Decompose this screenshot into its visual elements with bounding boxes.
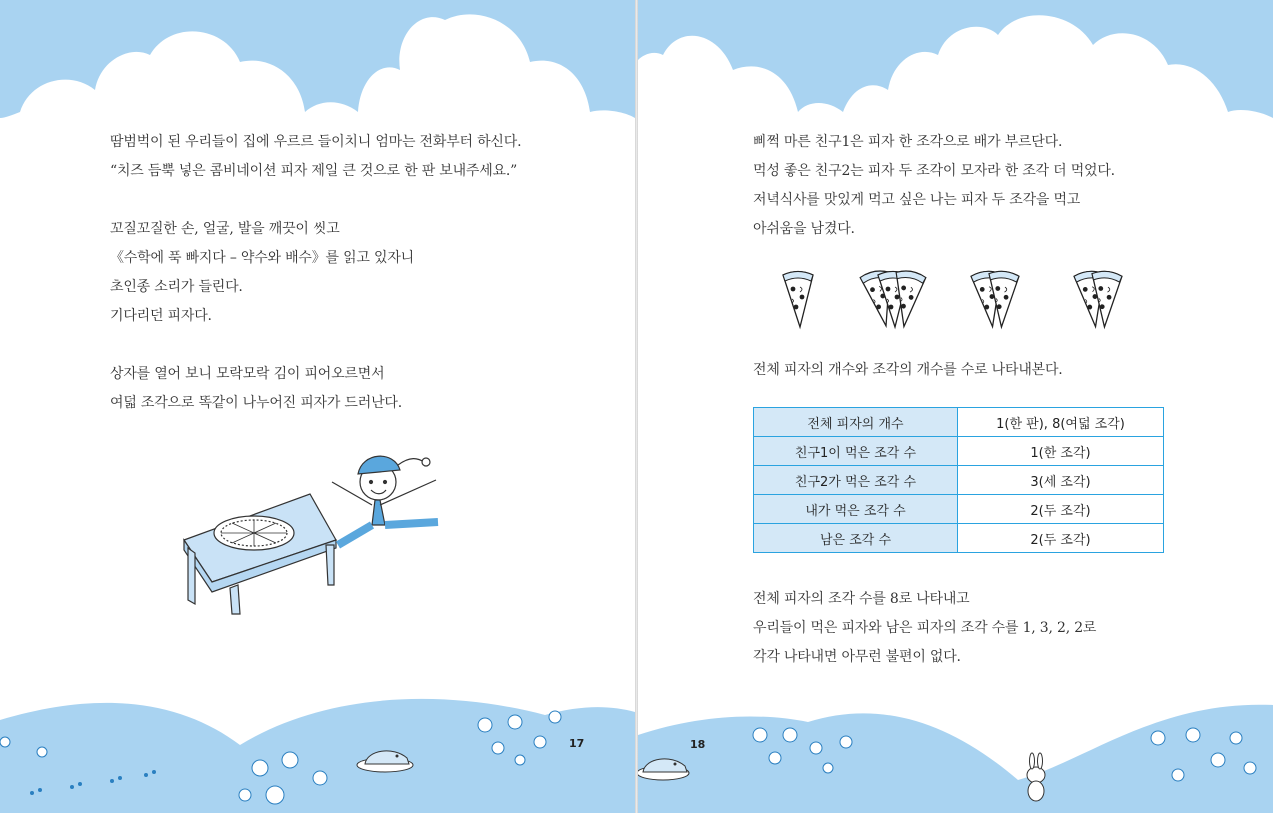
right-page	[638, 0, 1273, 813]
paragraph-line: “치즈 듬뿍 넣은 콤비네이션 피자 제일 큰 것으로 한 판 보내주세요.”	[110, 163, 518, 179]
pizza-count-table	[753, 407, 1164, 553]
paragraph-line: 여덟 조각으로 똑같이 나누어진 피자가 드러난다.	[110, 395, 402, 411]
paragraph-line: 초인종 소리가 들린다.	[110, 279, 243, 295]
row-label: 친구1이 먹은 조각 수	[754, 437, 958, 466]
table-intro-text: 전체 피자의 개수와 조각의 개수를 수로 나타내본다.	[753, 362, 1063, 378]
page-number-left: 17	[569, 737, 585, 750]
row-value: 1(한 판), 8(여덟 조각)	[958, 408, 1164, 437]
paragraph-line: 땀범벅이 된 우리들이 집에 우르르 들이치니 엄마는 전화부터 하신다.	[110, 134, 522, 150]
paragraph-line: 전체 피자의 조각 수를 8로 나타내고	[753, 591, 970, 607]
row-value: 3(세 조각)	[958, 466, 1164, 495]
paragraph-line: 우리들이 먹은 피자와 남은 피자의 조각 수를 1, 3, 2, 2로	[753, 620, 1097, 636]
row-label: 내가 먹은 조각 수	[754, 495, 958, 524]
sky-clouds	[0, 0, 635, 118]
left-page	[0, 0, 635, 813]
rabbit-illustration	[1027, 753, 1045, 801]
paragraph-line: 아쉬움을 남겼다.	[753, 221, 855, 237]
row-value: 2(두 조각)	[958, 495, 1164, 524]
paragraph-line: 저녁식사를 맛있게 먹고 싶은 나는 피자 두 조각을 먹고	[753, 192, 1081, 208]
hills	[638, 705, 1273, 813]
hills	[0, 699, 635, 813]
paragraph-line: 삐쩍 마른 친구1은 피자 한 조각으로 배가 부르단다.	[753, 134, 1063, 150]
pizza-slice	[783, 272, 813, 328]
paragraph-line: 먹성 좋은 친구2는 피자 두 조각이 모자라 한 조각 더 먹었다.	[753, 163, 1115, 179]
table-illustration	[184, 494, 336, 614]
row-label: 남은 조각 수	[754, 524, 958, 553]
right-text-bottom	[753, 585, 1096, 672]
table-row	[754, 466, 1164, 495]
boy-illustration	[332, 456, 438, 545]
table-intro	[753, 356, 1063, 385]
row-label: 전체 피자의 개수	[754, 408, 958, 437]
page-number-right: 18	[690, 738, 706, 751]
table-row	[754, 437, 1164, 466]
right-text-top	[753, 128, 1115, 244]
table-row	[754, 495, 1164, 524]
paragraph-line: 《수학에 푹 빠지다 – 약수와 배수》를 읽고 있자니	[110, 250, 414, 266]
paragraph-line: 기다리던 피자다.	[110, 308, 212, 324]
left-text	[110, 128, 521, 418]
paragraph-line: 상자를 열어 보니 모락모락 김이 피어오르면서	[110, 366, 385, 382]
paragraph-line: 꼬질꼬질한 손, 얼굴, 발을 깨끗이 씻고	[110, 221, 340, 237]
paragraph-line: 각각 나타내면 아무런 불편이 없다.	[753, 649, 961, 665]
row-value: 1(한 조각)	[958, 437, 1164, 466]
row-label: 친구2가 먹은 조각 수	[754, 466, 958, 495]
sky-clouds	[638, 0, 1273, 118]
pizza-slices-illustration	[783, 269, 1122, 329]
table-row	[754, 408, 1164, 437]
row-value: 2(두 조각)	[958, 524, 1164, 553]
table-row	[754, 524, 1164, 553]
